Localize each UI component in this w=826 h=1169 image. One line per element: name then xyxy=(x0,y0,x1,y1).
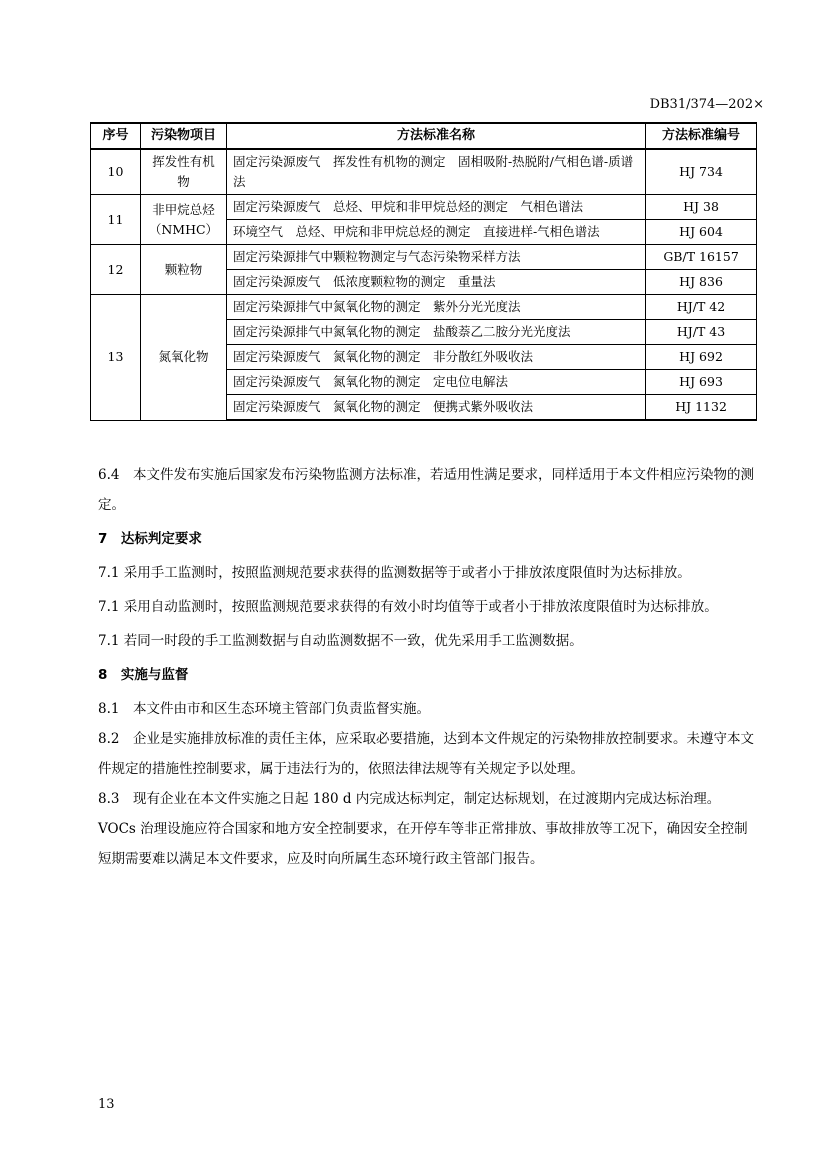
clause-6-4: 6.4 本文件发布实施后国家发布污染物监测方法标准，若适用性满足要求，同样适用于本文件相应污染物的测定。 xyxy=(98,467,754,513)
method-name: 固定污染源废气 氮氧化物的测定 定电位电解法 xyxy=(226,370,645,395)
table-row xyxy=(91,149,757,195)
method-name: 固定污染源排气中氮氧化物的测定 紫外分光光度法 xyxy=(226,295,645,320)
header-method-name: 方法标准名称 xyxy=(226,123,645,149)
row-number: 12 xyxy=(91,245,141,295)
table-row xyxy=(91,195,757,220)
method-code: HJ 692 xyxy=(646,345,757,370)
method-name: 固定污染源废气 低浓度颗粒物的测定 重量法 xyxy=(226,270,645,295)
method-name: 固定污染源排气中颗粒物测定与气态污染物采样方法 xyxy=(226,245,645,270)
header-no: 序号 xyxy=(91,123,141,149)
pollutant-item: 非甲烷总烃（NMHC） xyxy=(140,195,226,245)
table-row xyxy=(91,245,757,270)
row-number: 10 xyxy=(91,149,141,195)
method-standards-table xyxy=(90,122,757,421)
section-8-heading: 8 实施与监督 xyxy=(98,667,189,683)
method-code: HJ/T 43 xyxy=(646,320,757,345)
row-number: 11 xyxy=(91,195,141,245)
method-code: HJ 604 xyxy=(646,220,757,245)
method-name: 固定污染源排气中氮氧化物的测定 盐酸萘乙二胺分光光度法 xyxy=(226,320,645,345)
clause-7-1-conflict: 7.1 若同一时段的手工监测数据与自动监测数据不一致，优先采用手工监测数据。 xyxy=(98,633,583,649)
clause-8-3: 8.3 现有企业在本文件实施之日起 180 d 内完成达标判定，制定达标规划，在过渡期内完成达标治理。VOCs 治理设施应符合国家和地方安全控制要求，在开停车等非正常排放、事故排放等工况下，确因安全控制短期需要难以满足本文件要求，应及时向所属生态环境行政主管部门报告。 xyxy=(98,791,748,867)
pollutant-item: 氮氧化物 xyxy=(140,295,226,421)
body-text xyxy=(98,460,758,874)
row-number: 13 xyxy=(91,295,141,421)
table-row xyxy=(91,295,757,320)
header-pollutant: 污染物项目 xyxy=(140,123,226,149)
document-code: DB31/374—202× xyxy=(649,97,764,112)
clause-8-1: 8.1 本文件由市和区生态环境主管部门负责监督实施。 xyxy=(98,701,430,717)
pollutant-item: 颗粒物 xyxy=(140,245,226,295)
page-number: 13 xyxy=(98,1097,115,1112)
header-method-code: 方法标准编号 xyxy=(646,123,757,149)
method-code: HJ 38 xyxy=(646,195,757,220)
method-code: HJ/T 42 xyxy=(646,295,757,320)
method-code: HJ 836 xyxy=(646,270,757,295)
section-7-heading: 7 达标判定要求 xyxy=(98,531,202,547)
table-header-row xyxy=(91,123,757,149)
method-code: HJ 693 xyxy=(646,370,757,395)
clause-8-2: 8.2 企业是实施排放标准的责任主体，应采取必要措施，达到本文件规定的污染物排放控制要求。未遵守本文件规定的措施性控制要求，属于违法行为的，依照法律法规等有关规定予以处理。 xyxy=(98,731,754,777)
pollutant-item: 挥发性有机物 xyxy=(140,149,226,195)
method-name: 固定污染源废气 挥发性有机物的测定 固相吸附-热脱附/气相色谱-质谱法 xyxy=(226,149,645,195)
method-code: HJ 734 xyxy=(646,149,757,195)
method-code: HJ 1132 xyxy=(646,395,757,421)
method-code: GB/T 16157 xyxy=(646,245,757,270)
method-name: 固定污染源废气 氮氧化物的测定 便携式紫外吸收法 xyxy=(226,395,645,421)
clause-7-1-auto: 7.1 采用自动监测时，按照监测规范要求获得的有效小时均值等于或者小于排放浓度限值时为达标排放。 xyxy=(98,599,718,615)
clause-7-1-manual: 7.1 采用手工监测时，按照监测规范要求获得的监测数据等于或者小于排放浓度限值时为达标排放。 xyxy=(98,565,691,581)
method-name: 固定污染源废气 总烃、甲烷和非甲烷总烃的测定 气相色谱法 xyxy=(226,195,645,220)
method-name: 环境空气 总烃、甲烷和非甲烷总烃的测定 直接进样-气相色谱法 xyxy=(226,220,645,245)
method-name: 固定污染源废气 氮氧化物的测定 非分散红外吸收法 xyxy=(226,345,645,370)
